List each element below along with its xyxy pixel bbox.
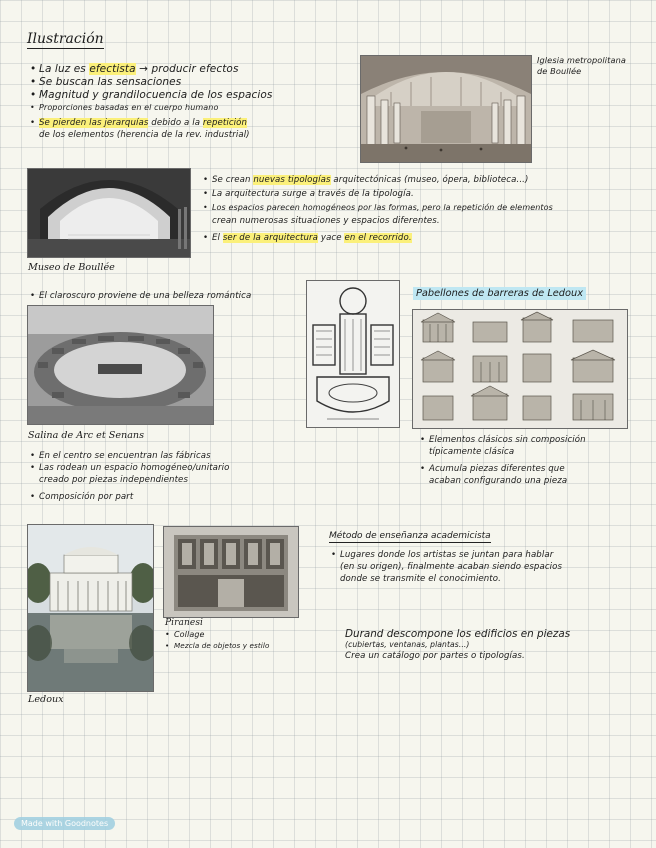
museo-caption: Museo de Boullée [28, 262, 115, 273]
list-item: • La luz es efectista → producir efectos [30, 63, 272, 76]
list-item: • Magnitud y grandilocuencia de los espacios [30, 89, 272, 102]
list-item: • En el centro se encuentran las fábricas [30, 450, 230, 462]
plan-image [306, 280, 400, 428]
list-item: • Lugares donde los artistas se juntan para hablar [331, 549, 562, 561]
durand-line: Durand descompone los edificios en piezas [345, 628, 571, 640]
durand-block [345, 628, 570, 662]
iglesia-image [360, 55, 532, 163]
metodo-list [331, 549, 562, 585]
list-item-continuation: típicamente clásica [429, 447, 515, 457]
list-item: • Se pierden las jerarquías debido a la repetición [30, 117, 272, 129]
list-item: • Los espacios parecen homogéneos por las formas, pero la repetición de elementos [203, 201, 553, 215]
museo-image [27, 168, 191, 258]
list-item-continuation: de los elementos (herencia de la rev. industrial) [39, 130, 250, 141]
list-item-continuation: (en su origen), finalmente acaban siendo espacios [340, 562, 563, 572]
list-item: • Elementos clásicos sin composición [420, 434, 586, 446]
iglesia-caption-line: Iglesia metropolitana [537, 55, 626, 65]
piranesi-block [165, 618, 269, 651]
list-item: • Proporciones basadas en el cuerpo humano [30, 102, 272, 114]
ledoux-caption: Ledoux [28, 694, 64, 705]
list-item: • Las rodean un espacio homogéneo/unitario [30, 462, 230, 474]
list-item: • Se crean nuevas tipologías arquitectónicas (museo, ópera, biblioteca...) [203, 174, 553, 188]
list-item-continuation: creado por piezas independientes [39, 475, 189, 486]
list-item: • El ser de la arquitectura yace en el recorrido. [203, 232, 553, 246]
salina-caption: Salina de Arc et Senans [28, 430, 145, 441]
salina-list [30, 450, 230, 503]
list-item: • Se buscan las sensaciones [30, 76, 272, 89]
salina-image [27, 305, 214, 425]
iglesia-caption-line: de Boullée [537, 66, 582, 76]
list-item: • Composición por part [30, 491, 230, 503]
claroscuro-note: • El claroscuro proviene de una belleza romántica [30, 290, 656, 302]
metodo-title: Método de enseñanza academicista [329, 531, 491, 541]
list-item: • Acumula piezas diferentes que [420, 463, 586, 475]
list-item-continuation: acaban configurando una pieza [429, 476, 568, 486]
pabellones-title: Pabellones de barreras de Ledoux [413, 287, 586, 300]
list-item-continuation: donde se transmite el conocimiento. [340, 574, 501, 584]
pabellones-list [420, 434, 586, 487]
page-title: Ilustración [27, 31, 104, 47]
list-item: • La arquitectura surge a través de la tipología. [203, 188, 553, 202]
durand-line: Crea un catálogo por partes o tipologías. [345, 651, 525, 661]
iglesia-caption [537, 55, 626, 77]
ledoux-image [27, 524, 154, 692]
list-item: • Mezcla de objetos y estilo [165, 640, 269, 651]
intro-list [30, 63, 272, 142]
list-item-continuation: crean numerosas situaciones y espacios diferentes. [212, 215, 440, 226]
piranesi-caption: Piranesi [165, 618, 204, 628]
goodnotes-badge: Made with Goodnotes [14, 817, 115, 830]
pabellones-image [412, 309, 628, 429]
durand-line: (cubiertas, ventanas, plantas...) [345, 640, 470, 649]
piranesi-image [163, 526, 299, 618]
list-item: • Collage [165, 629, 269, 640]
museo-list [203, 174, 553, 246]
